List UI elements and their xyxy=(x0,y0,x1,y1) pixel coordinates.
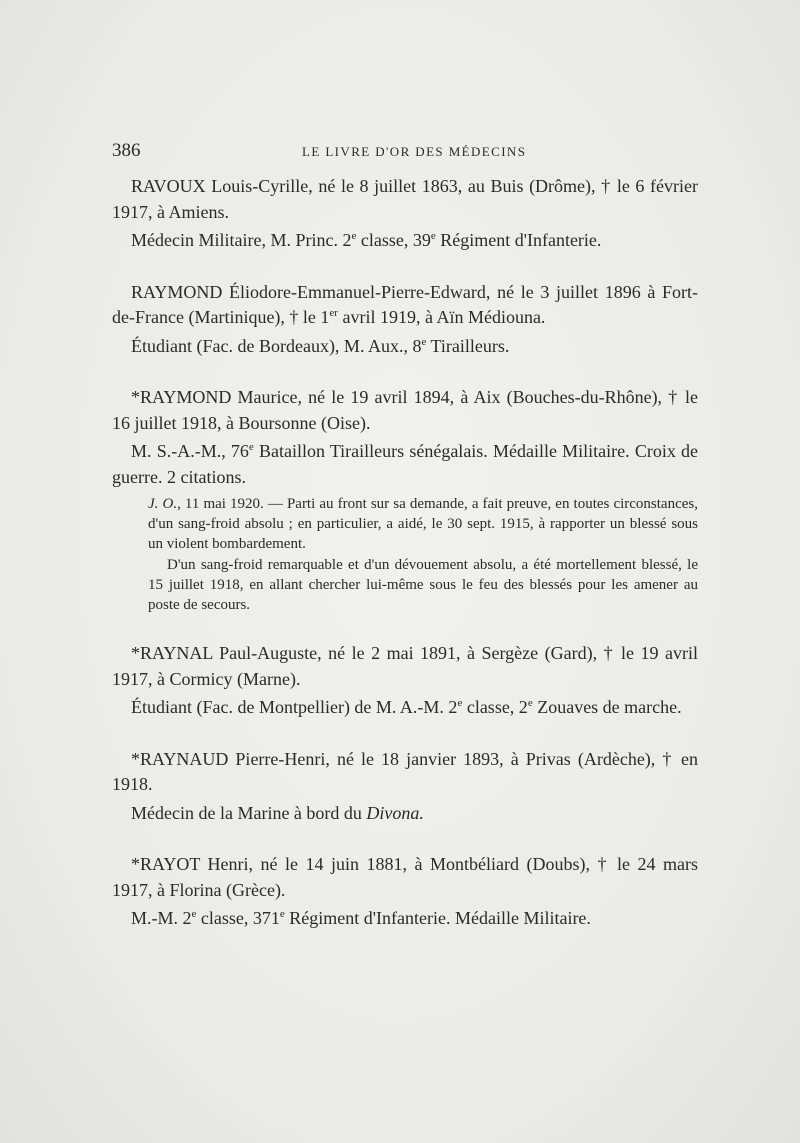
superscript: e xyxy=(279,908,285,920)
service-text: Médecin de la Marine à bord du xyxy=(131,802,367,823)
entry-bio xyxy=(112,852,698,903)
service-text: Médecin Militaire, M. Princ. 2 xyxy=(131,230,352,250)
entry-raymond-eliodore xyxy=(112,280,698,360)
entry-bio-text: Éliodore-Emmanuel-Pierre-Edward, né le 3 juillet 1896 à Fort-de-France (Martinique), † le 1 xyxy=(112,281,698,327)
service-text: Zouaves de marche. xyxy=(532,697,682,717)
citation-source: J. O. xyxy=(148,496,178,512)
superscript: e xyxy=(527,697,533,709)
service-text: classe, 371 xyxy=(196,908,280,928)
entry-rayot xyxy=(112,852,698,932)
entry-bio-text: Paul-Auguste, né le 2 mai 1891, à Sergèze (Gard), † le 19 avril 1917, à Cormicy (Marne). xyxy=(112,643,698,689)
entry-service xyxy=(112,439,698,490)
entry-name: RAVOUX xyxy=(131,176,206,196)
superscript: e xyxy=(191,908,197,920)
entry-service xyxy=(112,334,698,360)
entry-bio xyxy=(112,641,698,692)
service-text: M.-M. 2 xyxy=(131,908,192,928)
service-text: Régiment d'Infanterie. xyxy=(435,230,602,250)
page-number: 386 xyxy=(112,140,141,161)
entry-service xyxy=(112,906,698,932)
entry-name: *RAYMOND xyxy=(131,387,232,407)
entry-name: RAYMOND xyxy=(131,281,223,302)
superscript: e xyxy=(430,230,436,242)
entry-service xyxy=(112,801,698,827)
entry-name: *RAYOT xyxy=(131,854,201,874)
entry-bio xyxy=(112,385,698,436)
entry-name: *RAYNAL xyxy=(131,643,213,663)
citation-block xyxy=(148,494,698,615)
entry-service xyxy=(112,695,698,721)
entry-bio-text: Louis-Cyrille, né le 8 juillet 1863, au Buis (Drôme), † le 6 février 1917, à Amiens. xyxy=(112,176,698,222)
superscript: e xyxy=(421,335,427,348)
service-text: Tirailleurs. xyxy=(426,335,510,356)
entry-bio xyxy=(112,174,698,225)
entry-raynal xyxy=(112,641,698,721)
entry-service xyxy=(112,228,698,254)
entry-bio xyxy=(112,747,698,798)
entry-bio-text: Pierre-Henri, né le 18 janvier 1893, à Privas (Ardèche), † en 1918. xyxy=(112,748,698,794)
service-text: Régiment d'Infanterie. Médaille Militaire. xyxy=(284,908,591,928)
service-text: Étudiant (Fac. de Bordeaux), M. Aux., 8 xyxy=(131,335,422,356)
page-content xyxy=(112,174,698,958)
entry-raymond-maurice xyxy=(112,385,698,615)
running-title: LE LIVRE D'OR DES MÉDECINS xyxy=(302,144,527,159)
service-text: classe, 39 xyxy=(356,230,431,250)
entry-bio-text: avril 1919, à Aïn Médiouna. xyxy=(337,307,546,327)
superscript: e xyxy=(351,230,357,242)
entry-bio-text: Maurice, né le 19 avril 1894, à Aix (Bouches-du-Rhône), † le 16 juillet 1918, à Boursonne (Oise). xyxy=(112,387,698,433)
entry-raynaud xyxy=(112,747,698,827)
entry-bio-text: Henri, né le 14 juin 1881, à Montbéliard (Doubs), † le 24 mars 1917, à Florina (Grèce). xyxy=(112,854,698,900)
entry-name: *RAYNAUD xyxy=(131,748,229,769)
citation-paragraph: D'un sang-froid remarquable et d'un dévouement absolu, a été mortellement blessé, le 15 juillet 1918, en allant chercher lui-même sous le feu des blessés pour les amener au poste de secours. xyxy=(148,557,698,613)
superscript: e xyxy=(457,697,463,709)
service-text: Bataillon Tirailleurs sénégalais. Médaille Militaire. Croix de guerre. 2 citations. xyxy=(112,441,698,487)
citation-text: , 11 mai 1920. — Parti au front sur sa demande, a fait preuve, en toutes circonstances, d'un sang-froid absolu ; en particulier, a aidé, le 30 sept. 1915, à rapporter un blessé sous un violent bombardement. xyxy=(148,496,698,552)
entry-bio xyxy=(112,280,698,331)
page-header xyxy=(112,140,698,166)
superscript: e xyxy=(248,441,254,453)
superscript: er xyxy=(329,307,338,319)
service-text: classe, 2 xyxy=(462,697,528,717)
service-text: Étudiant (Fac. de Montpellier) de M. A.-M. 2 xyxy=(131,697,458,717)
service-text: M. S.-A.-M., 76 xyxy=(131,441,249,461)
ship-name: Divona. xyxy=(366,802,424,823)
citation-paragraph xyxy=(148,494,698,554)
entry-ravoux xyxy=(112,174,698,254)
